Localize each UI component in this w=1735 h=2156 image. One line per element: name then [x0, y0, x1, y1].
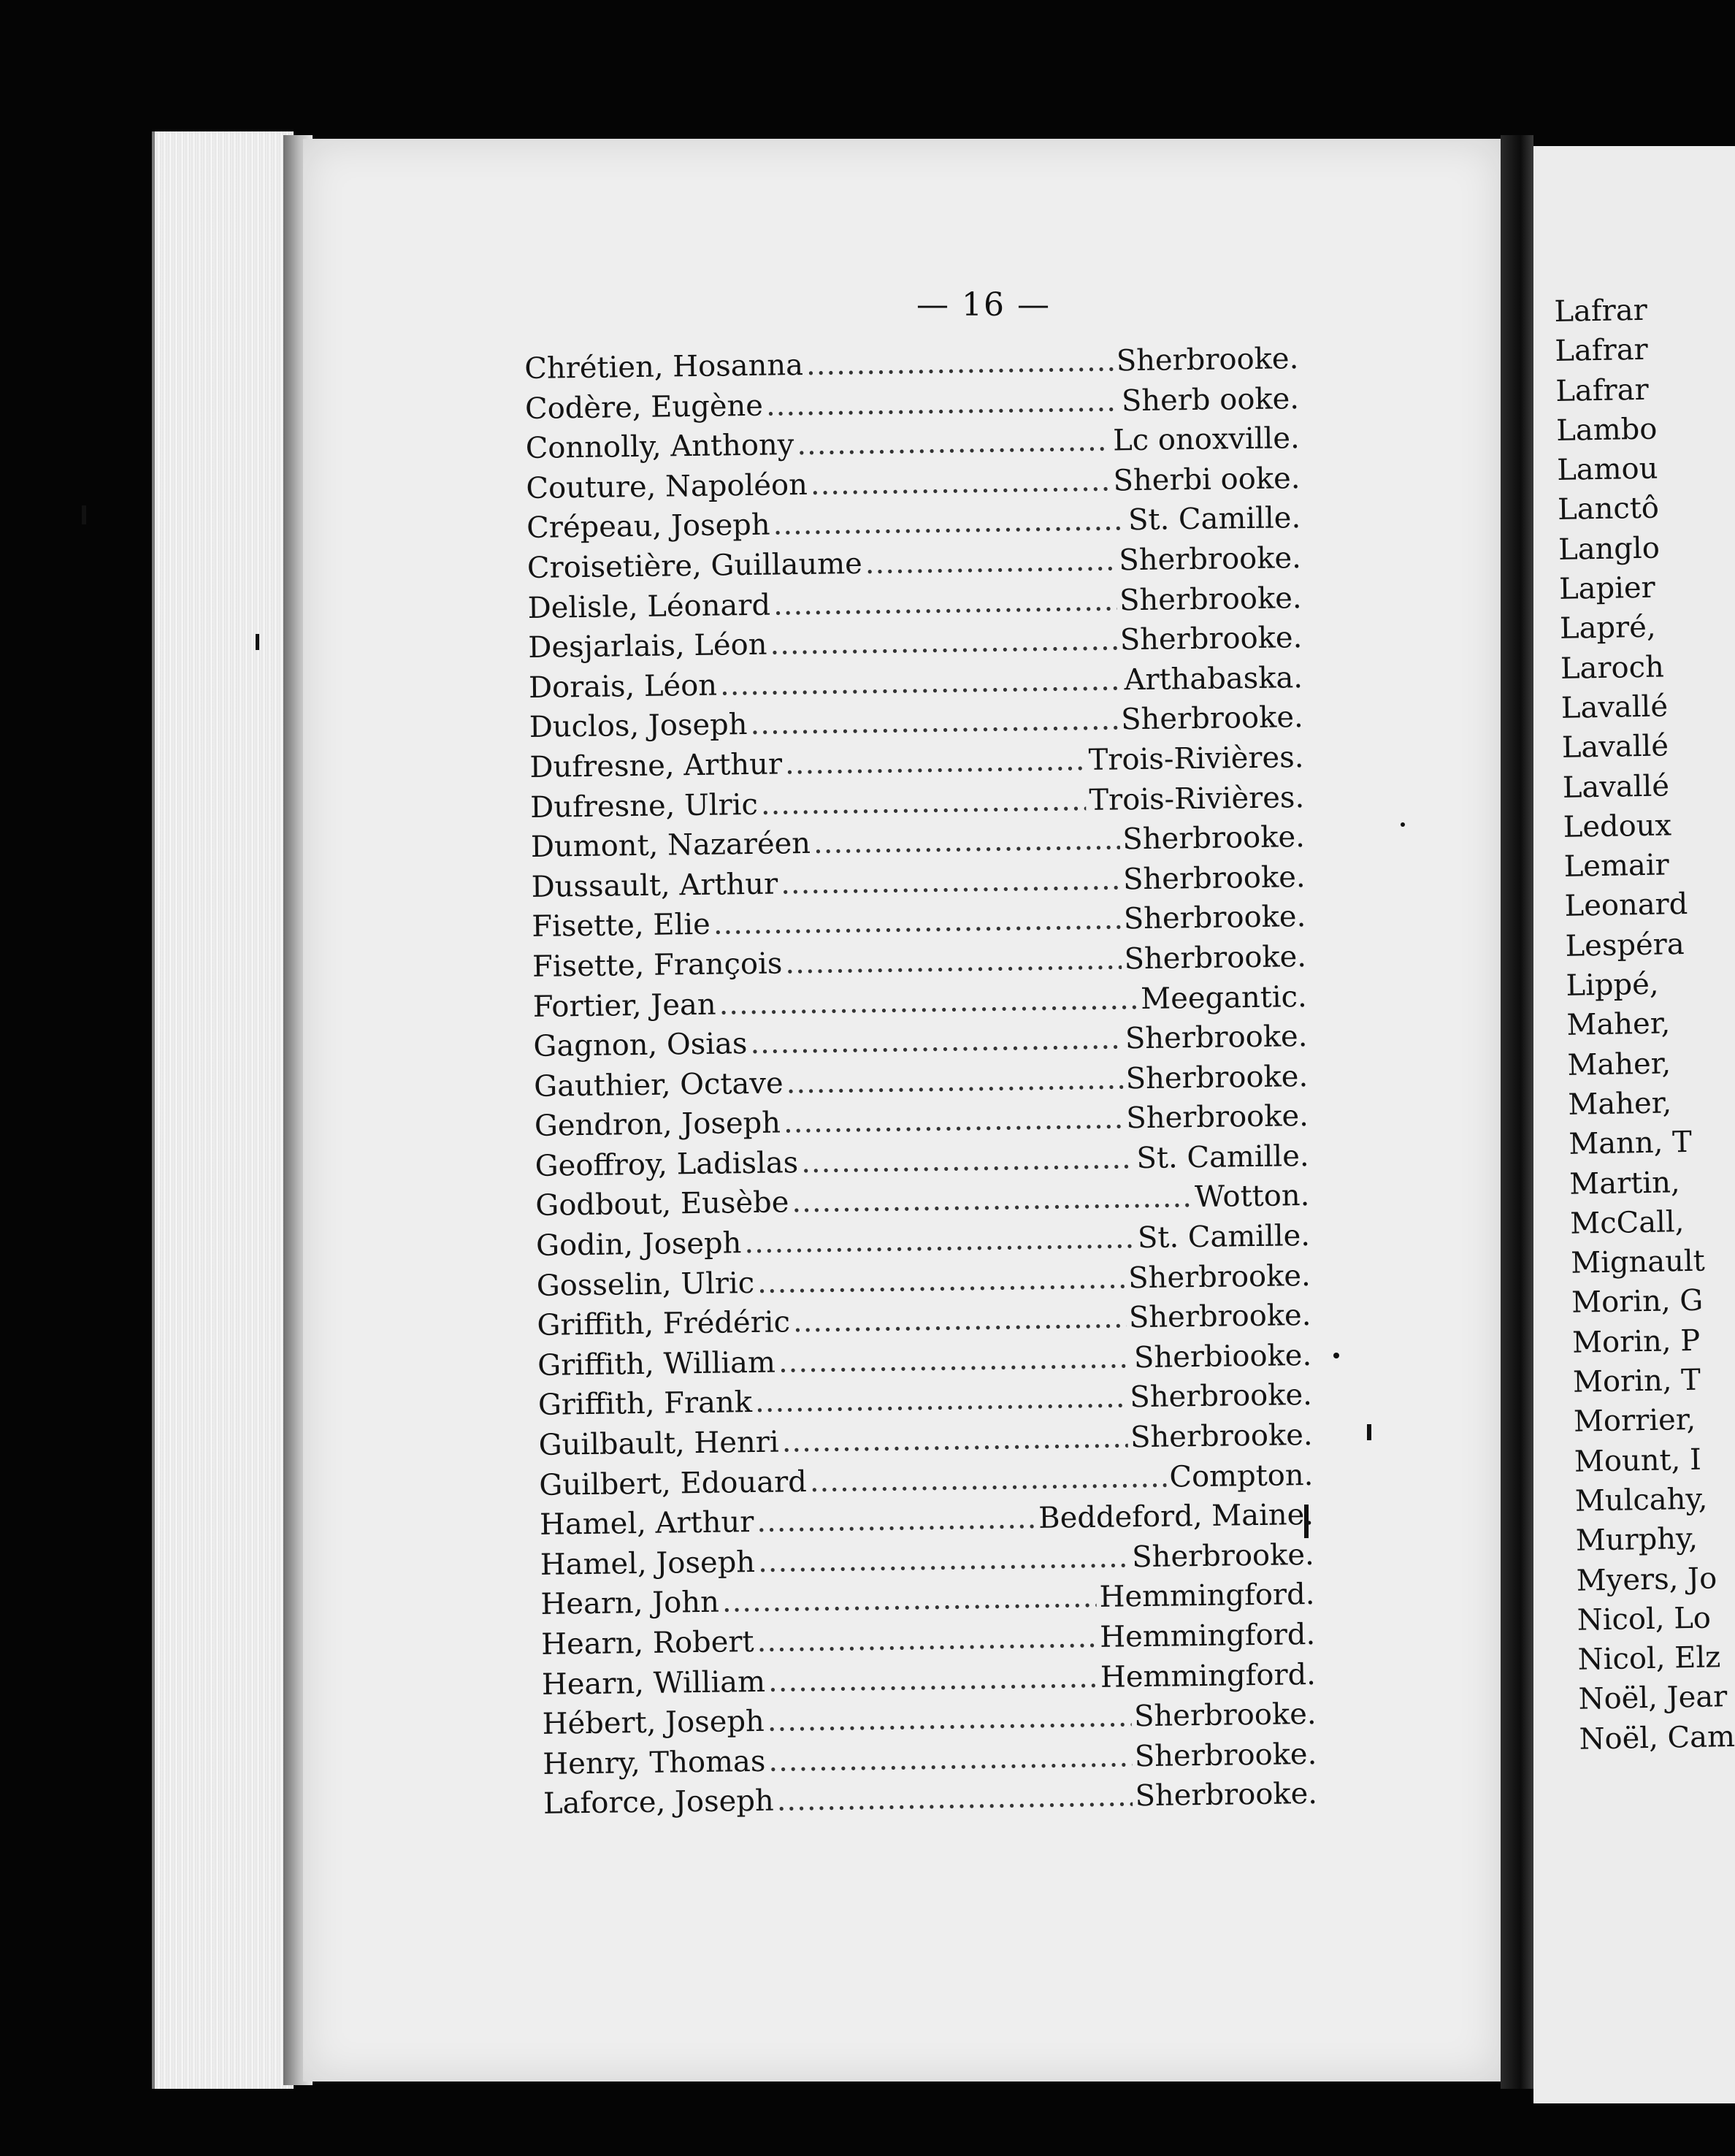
list-item: Leonard [1564, 887, 1688, 924]
list-item: Morin, G [1571, 1284, 1704, 1320]
entry-place: Sherbrooke. [1122, 860, 1306, 897]
entry-name: Laforce, Joseph [543, 1784, 774, 1821]
dot-leader [721, 1578, 1096, 1622]
entry-name: Geoffroy, Ladislas [535, 1146, 799, 1183]
entry-name: Desjarlais, Léon [528, 627, 767, 665]
dot-leader [773, 581, 1117, 624]
dot-leader [781, 1418, 1127, 1461]
entry-name: Dussault, Arthur [531, 867, 778, 904]
entry-name: Griffith, Frank [537, 1385, 753, 1423]
entry-place: Hemmingford. [1099, 1578, 1315, 1615]
page-stack-edge [152, 131, 294, 2089]
entry-name: Hearn, John [540, 1586, 720, 1622]
entry-name: Hearn, William [541, 1664, 766, 1702]
entry-name: Couture, Napoléon [526, 467, 808, 505]
entry-name: Gendron, Joseph [534, 1106, 781, 1144]
entry-name: Chrétien, Hosanna [524, 348, 804, 386]
entry-name: Guilbert, Edouard [539, 1464, 808, 1502]
list-item: Lavallé [1562, 768, 1670, 805]
list-item: Ledoux [1563, 808, 1672, 844]
entry-place: Sherbrooke. [1131, 1537, 1315, 1575]
entry-place: Compton. [1169, 1458, 1314, 1494]
list-item: Mulcahy, [1574, 1482, 1708, 1518]
entry-place: Trois-Rivières. [1088, 741, 1304, 777]
dot-leader [793, 1299, 1127, 1342]
list-item: Lafrar [1555, 333, 1649, 369]
entry-place: Sherbrooke. [1125, 1020, 1308, 1056]
dot-leader [757, 1499, 1036, 1542]
entry-place: Sherbrooke. [1133, 1697, 1317, 1734]
entry-place: Sherbrooke. [1127, 1258, 1311, 1295]
speck [256, 634, 259, 650]
list-item: McCall, [1569, 1204, 1685, 1241]
entry-place: St. Camille. [1137, 1219, 1311, 1255]
dot-leader [750, 700, 1118, 745]
entry-place: Sherbrooke. [1123, 900, 1306, 936]
entry-place: Hemmingford. [1100, 1657, 1317, 1694]
entry-name: Dorais, Léon [528, 668, 718, 705]
dot-leader [784, 1099, 1124, 1143]
dot-leader [768, 1657, 1098, 1701]
entry-place: Sherbrooke. [1130, 1418, 1313, 1455]
dot-leader [773, 501, 1125, 545]
dot-leader [806, 341, 1114, 385]
dot-leader [778, 1338, 1132, 1382]
entry-place: Sherbrooke. [1124, 939, 1307, 976]
dot-leader [786, 1059, 1123, 1103]
list-item: Morrier, [1573, 1403, 1696, 1440]
entry-name: Gosselin, Ulric [536, 1266, 755, 1303]
list-item: Morin, P [1571, 1323, 1701, 1360]
entry-place: Beddeford, Maine. [1038, 1498, 1314, 1536]
dot-leader [813, 820, 1120, 863]
list-item: Lavallé [1561, 729, 1669, 765]
entry-name: Hamel, Arthur [539, 1505, 754, 1543]
dot-leader [801, 1139, 1134, 1182]
list-item: Murphy, [1575, 1522, 1698, 1558]
entry-name: Delisle, Léonard [527, 588, 771, 625]
entry-place: Sherbrooke. [1119, 581, 1302, 617]
entry-name: Griffith, William [537, 1345, 776, 1383]
entry-place: Sherbrooke. [1130, 1378, 1313, 1415]
page-number: — 16 — [916, 286, 1051, 324]
dot-leader [758, 1537, 1130, 1582]
speck [1333, 1353, 1339, 1358]
entry-place: Sherbrooke. [1128, 1299, 1311, 1335]
list-item: Martin, [1569, 1165, 1680, 1201]
dot-leader [785, 939, 1122, 983]
dot-leader [776, 1777, 1133, 1821]
entry-place: Wotton. [1194, 1179, 1310, 1215]
entry-place: Meegantic. [1140, 979, 1307, 1016]
entry-name: Hamel, Joseph [540, 1545, 756, 1582]
dot-leader [767, 1697, 1131, 1741]
list-item: Noël, Jear [1578, 1680, 1728, 1717]
entry-place: Sherbiooke. [1133, 1338, 1312, 1375]
entry-place: Trois-Rivières. [1089, 780, 1305, 817]
entry-place: Sherbrooke. [1134, 1737, 1317, 1774]
list-item: Nicol, Elz [1577, 1640, 1721, 1677]
entry-place: St. Camille. [1136, 1139, 1309, 1175]
dot-leader [757, 1258, 1126, 1303]
entry-name: Griffith, Frédéric [537, 1305, 791, 1343]
speck [82, 505, 86, 524]
dot-leader [809, 1457, 1166, 1501]
list-item: Mount, I [1574, 1442, 1702, 1479]
speck [1367, 1424, 1371, 1440]
entry-name: Gauthier, Octave [533, 1066, 784, 1104]
entry-place: Sherbrooke. [1125, 1059, 1309, 1096]
entry-place: Sherbrooke. [1119, 541, 1302, 578]
entry-place: St. Camille. [1127, 501, 1301, 538]
entry-name: Fisette, François [532, 947, 783, 984]
list-item: Mignault [1570, 1244, 1706, 1280]
dot-leader [750, 1019, 1122, 1063]
entry-name: Fortier, Jean [532, 987, 716, 1024]
entry-place: Sherbrooke. [1120, 700, 1303, 737]
entry-name: Hearn, Robert [540, 1625, 754, 1662]
entry-name: Fisette, Elie [532, 908, 711, 944]
list-item: Myers, Jo [1576, 1561, 1717, 1598]
list-item: Maher, [1568, 1086, 1672, 1122]
dot-leader [797, 421, 1111, 465]
dot-leader [810, 461, 1110, 504]
entry-name: Croisetière, Guillaume [526, 546, 863, 585]
dot-leader [713, 900, 1121, 944]
dot-leader [719, 979, 1138, 1025]
dot-leader [792, 1178, 1192, 1223]
entry-place: Sherbi ooke. [1113, 461, 1301, 498]
dot-leader [768, 1737, 1132, 1781]
name-list [524, 339, 1317, 1824]
dot-leader [781, 860, 1121, 903]
entry-name: Crépeau, Joseph [526, 508, 770, 546]
entry-place: Lc onoxville. [1112, 421, 1300, 458]
entry-name: Duclos, Joseph [529, 708, 748, 745]
entry-name: Dufresne, Arthur [529, 747, 783, 784]
list-item: Morin, T [1572, 1363, 1701, 1399]
dot-leader [760, 781, 1086, 825]
entry-name: Hébert, Joseph [542, 1705, 765, 1742]
list-item: Lavallé [1560, 689, 1669, 725]
speck [1401, 822, 1405, 827]
entry-name: Gagnon, Osias [533, 1027, 748, 1064]
entry-name: Dumont, Nazaréen [530, 827, 811, 865]
dot-leader [757, 1618, 1097, 1662]
list-item: Lippé, [1566, 967, 1659, 1003]
list-item: Noël, Cam [1579, 1719, 1735, 1756]
list-item: Lemair [1563, 848, 1670, 884]
entry-place: Sherbrooke. [1116, 342, 1299, 378]
book-spine-divider [1501, 135, 1533, 2089]
entry-place: Sherbrooke. [1119, 621, 1303, 657]
entry-place: Sherbrooke. [1126, 1099, 1309, 1136]
entry-name: Codère, Eugène [524, 389, 764, 426]
list-item: Lafrar [1555, 372, 1650, 408]
list-item: Lapré, [1559, 611, 1656, 646]
list-item: Mann, T [1568, 1125, 1693, 1162]
entry-name: Connolly, Anthony [525, 428, 794, 466]
list-item: Langlo [1558, 531, 1661, 567]
list-item: Lamou [1556, 451, 1658, 488]
entry-place: Arthabaska. [1124, 660, 1303, 697]
list-item: Lafrar [1554, 293, 1648, 329]
dot-leader [744, 1218, 1135, 1263]
entry-name: Godin, Joseph [535, 1226, 742, 1263]
entry-place: Sherbrooke. [1135, 1777, 1318, 1813]
next-page-name-list [1554, 288, 1735, 1759]
list-item: Lapier [1558, 570, 1656, 607]
entry-place: Sherbrooke. [1122, 820, 1306, 857]
entry-place: Sherb ooke. [1121, 381, 1300, 418]
list-item: Lanctô [1557, 492, 1660, 527]
dot-leader [720, 660, 1122, 705]
entry-name: Henry, Thomas [543, 1744, 766, 1781]
entry-name: Godbout, Eusèbe [535, 1185, 789, 1223]
list-item: Lespéra [1565, 927, 1685, 963]
dot-leader [865, 540, 1116, 583]
dot-leader [770, 621, 1117, 665]
dot-leader [755, 1378, 1127, 1423]
dot-leader [766, 381, 1119, 425]
list-item: Lambo [1555, 412, 1658, 448]
list-item: Maher, [1567, 1047, 1671, 1082]
list-item: Maher, [1566, 1006, 1671, 1043]
entry-place: Hemmingford. [1099, 1617, 1316, 1654]
entry-name: Guilbault, Henri [538, 1425, 779, 1462]
list-item: Nicol, Lo [1577, 1601, 1712, 1637]
dot-leader [785, 741, 1086, 784]
list-item: Laroch [1560, 650, 1665, 686]
entry-name: Dufresne, Ulric [529, 787, 759, 825]
